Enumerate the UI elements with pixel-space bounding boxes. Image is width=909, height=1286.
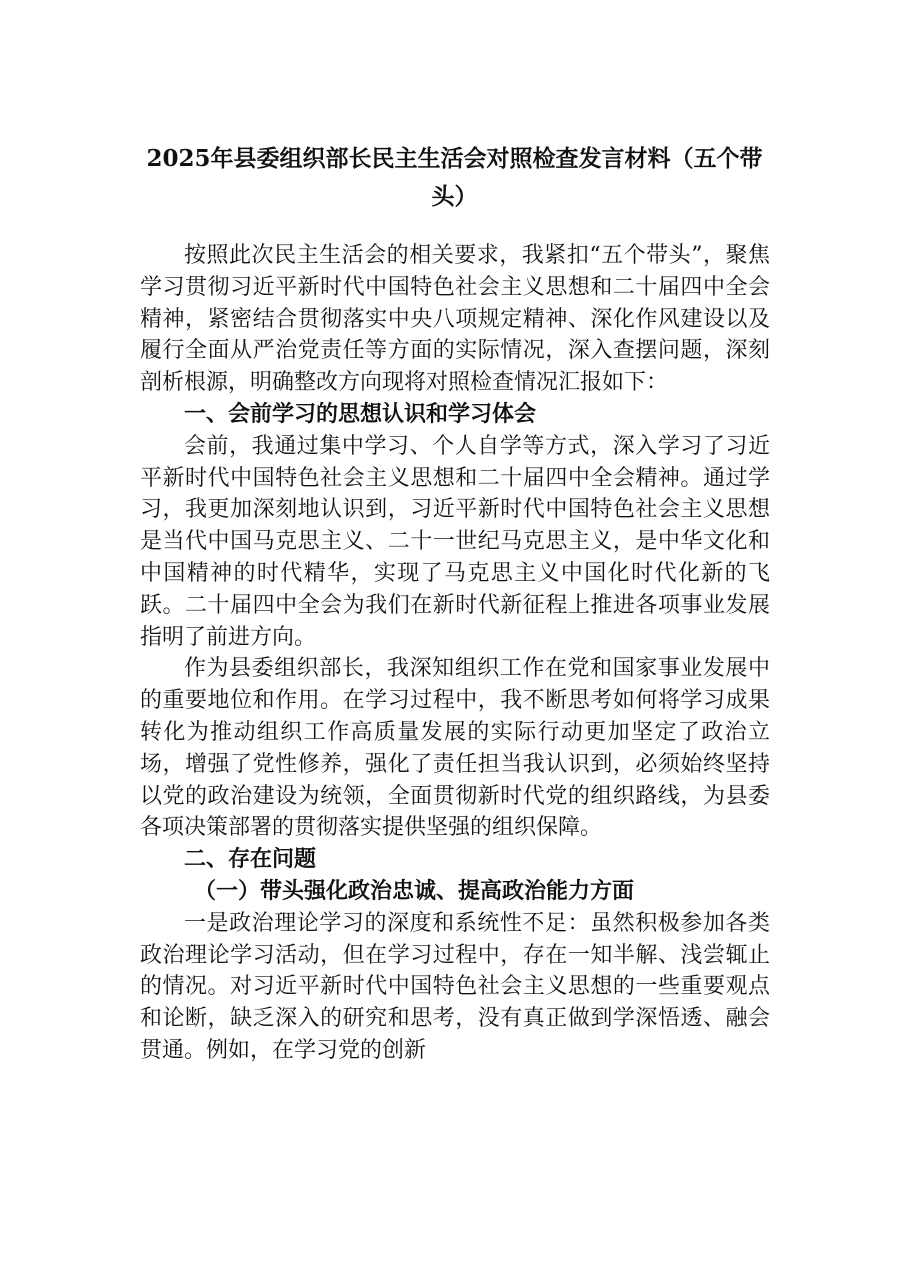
document-body [140, 240, 770, 1067]
body-paragraph-2: 作为县委组织部长，我深知组织工作在党和国家事业发展中的重要地位和作用。在学习过程中，我不断思考如何将学习成果转化为推动组织工作高质量发展的实际行动更加坚定了政治立场，增强了党性修养，强化了责任担当我认识到，必须始终坚持以党的政治建设为统领，全面贯彻新时代党的组织路线，为县委各项决策部署的贯彻落实提供坚强的组织保障。 [140, 656, 770, 841]
body-paragraph-3: 一是政治理论学习的深度和系统性不足：虽然积极参加各类政治理论学习活动，但在学习过程中，存在一知半解、浅尝辄止的情况。对习近平新时代中国特色社会主义思想的一些重要观点和论断，缺乏深入的研究和思考，没有真正做到学深悟透、融会贯通。例如，在学习党的创新 [140, 910, 770, 1063]
document-title: 2025年县委组织部长民主生活会对照检查发言材料（五个带头） [146, 145, 763, 210]
body-paragraph-1: 会前，我通过集中学习、个人自学等方式，深入学习了习近平新时代中国特色社会主义思想和二十届四中全会精神。通过学习，我更加深刻地认识到，习近平新时代中国特色社会主义思想是当代中国马克思主义、二十一世纪马克思主义，是中华文化和中国精神的时代精华，实现了马克思主义中国化时代化新的飞跃。二十届四中全会为我们在新时代新征程上推进各项事业发展指明了前进方向。 [140, 433, 770, 650]
section-heading-2: 二、存在问题 [184, 847, 317, 873]
intro-paragraph: 按照此次民主生活会的相关要求，我紧扣“五个带头”，聚焦学习贯彻习近平新时代中国特色社会主义思想和二十届四中全会精神，紧密结合贯彻落实中央八项规定精神、深化作风建设以及履行全面从严治党责任等方面的实际情况，深入查摆问题，深刻剖析根源，明确整改方向现将对照检查情况汇报如下： [140, 243, 770, 396]
subsection-heading-1: （一）带头强化政治忠诚、提高政治能力方面 [194, 877, 635, 904]
section-heading-1: 一、会前学习的思想认识和学习体会 [184, 401, 537, 427]
